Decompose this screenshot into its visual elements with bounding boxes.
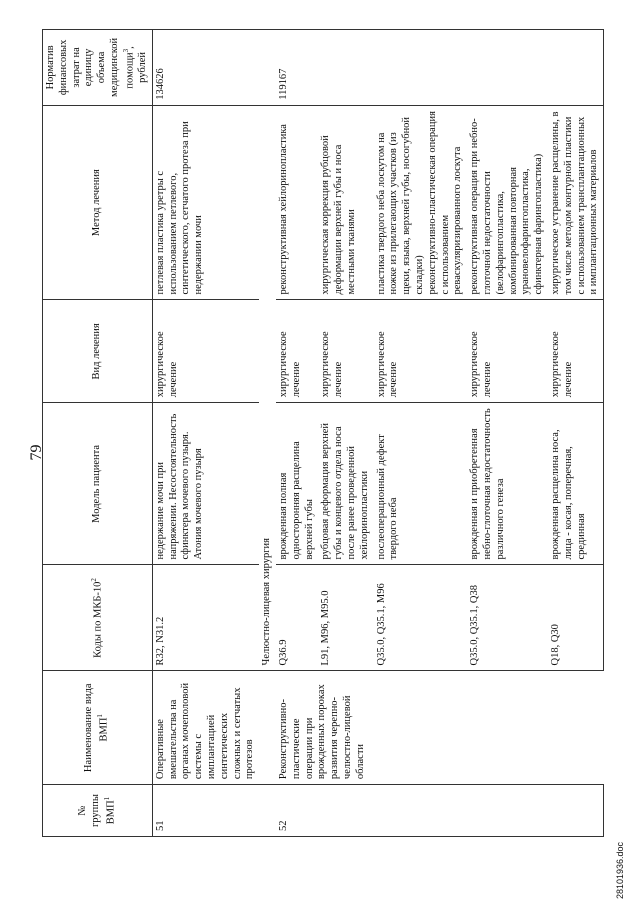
patient-model: недержание мочи при напряжении. Несостоятельность сфинктера мочевого пузыря. Атония мочевого пузыря [152,403,259,565]
cost-norm [318,30,373,106]
treatment-method: пластика твердого неба лоскутом на ножке из прилегающих участков (из щеки, языка, верхней губы, носогубной складки) реконструктивно-пластическая операция с использованием реваскуляризированного лоскута [374,105,468,300]
vmp-name: Реконструктивно-пластические операции при врожденных пороках развития черепно-челюстно-лицевой области [276,671,604,785]
table-header-row [43,30,153,837]
header-vmp-name: Наименование вида ВМП$^1$ [43,671,153,785]
group-number: 51 [152,785,259,837]
table-row [276,30,318,837]
vmp-name: Оперативные вмешательства на органах мочеполовой системы с имплантацией синтетических сложных и сетчатых протезов [152,671,259,785]
header-treatment-method: Метод лечения [43,105,153,300]
treatment-method: реконструктивная хейлоринопластика [276,105,318,300]
icd-codes: Q36.9 [276,565,318,671]
group-number [548,785,604,837]
treatment-method: хирургическое устранение расщелины, в том числе методом контурной пластики с использованием трансплантационных и имплантационных материалов [548,105,604,300]
icd-codes: Q18, Q30 [548,565,604,671]
treatment-kind: хирургическое лечение [467,300,548,403]
cost-norm: 119167 [276,30,318,106]
group-number [374,785,468,837]
treatment-method: реконструктивная операция при небно-глоточной недостаточности (велофарингопластика, комбинированная повторная урановелофарингопластика, сфинктерная фарингопластика) [467,105,548,300]
header-treatment-kind: Вид лечения [43,300,153,403]
treatment-kind: хирургическое лечение [318,300,373,403]
header-icd-codes: Коды по МКБ-$10^2$ [43,565,153,671]
document-id: 28101936.doc [615,841,625,899]
vmp-table [42,29,604,837]
cost-norm: 134626 [152,30,259,106]
patient-model: послеоперационный дефект твердого неба [374,403,468,565]
icd-codes: L91, M96, M95.0 [318,565,373,671]
treatment-kind: хирургическое лечение [548,300,604,403]
header-cost-norm: Норматив финансовых затрат на единицу объема медицинской помощи$^3$, рублей [43,30,153,106]
patient-model: врожденная полная односторонняя расщелина верхней губы [276,403,318,565]
group-number [467,785,548,837]
patient-model: врожденная и приобретенная небно-глоточная недостаточность различного генеза [467,403,548,565]
group-number [318,785,373,837]
icd-codes: Q35.0, Q35.1, Q38 [467,565,548,671]
icd-codes: Q35.0, Q35.1, M96 [374,565,468,671]
treatment-kind: хирургическое лечение [152,300,259,403]
treatment-method: хирургическая коррекция рубцовой деформации верхней губы и носа местными тканями [318,105,373,300]
group-number: 52 [276,785,318,837]
table-row [152,30,259,837]
cost-norm [548,30,604,106]
patient-model: врожденная расщелина носа, лица - косая, поперечная, срединная [548,403,604,565]
section-row [259,30,276,837]
cost-norm [467,30,548,106]
cost-norm [374,30,468,106]
page-number: 79 [28,444,45,461]
treatment-method: петлевая пластика уретры с использованием петлевого, синтетического, сетчатого протеза при недержании мочи [152,105,259,300]
patient-model: рубцовая деформация верхней губы и концевого отдела носа после ранее проведенной хейлоринопластики [318,403,373,565]
header-patient-model: Модель пациента [43,403,153,565]
section-title: Челюстно-лицевая хирургия [259,105,276,671]
icd-codes: R32, N31.2 [152,565,259,671]
treatment-kind: хирургическое лечение [276,300,318,403]
treatment-kind: хирургическое лечение [374,300,468,403]
header-group-number: № группы ВМП$^1$ [43,785,153,837]
